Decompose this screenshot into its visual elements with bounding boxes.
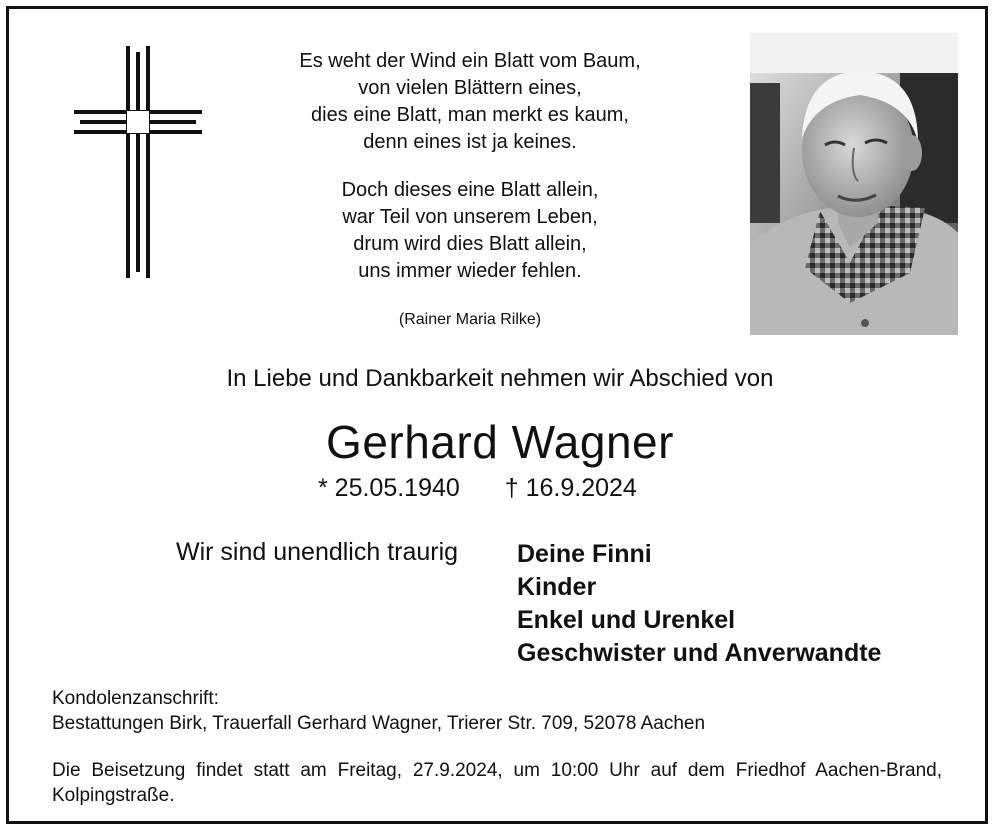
condolence-label: Kondolenzanschrift: <box>52 688 219 709</box>
poem-line: denn eines ist ja keines. <box>363 131 577 153</box>
portrait-photo-elderly-man-icon <box>750 33 958 335</box>
poem-line: drum wird dies Blatt allein, <box>353 233 587 255</box>
poem-line: Doch dieses eine Blatt allein, <box>341 179 599 201</box>
life-dates <box>318 474 637 503</box>
death-date: † 16.9.2024 <box>504 474 637 502</box>
family-member: Kinder <box>517 573 597 601</box>
birth-date: * 25.05.1940 <box>318 474 460 502</box>
poem-line: Es weht der Wind ein Blatt vom Baum, <box>299 50 641 72</box>
poem-line: uns immer wieder fehlen. <box>358 260 582 282</box>
condolence-address: Bestattungen Birk, Trauerfall Gerhard Wagner, Trierer Str. 709, 52078 Aachen <box>52 713 706 734</box>
poem <box>230 48 710 333</box>
deceased-name: Gerhard Wagner <box>326 416 674 468</box>
family-member: Enkel und Urenkel <box>517 606 736 634</box>
family-list <box>517 538 881 670</box>
condolence-address-block <box>52 686 705 736</box>
poem-line: war Teil von unserem Leben, <box>342 206 598 228</box>
family-member: Geschwister und Anverwandte <box>517 639 882 667</box>
poem-stanza-1 <box>230 48 710 156</box>
christian-cross-icon <box>74 46 202 278</box>
poem-author: (Rainer Maria Rilke) <box>398 311 542 328</box>
poem-line: von vielen Blättern eines, <box>358 77 582 99</box>
family-member: Deine Finni <box>517 540 652 568</box>
burial-info: Die Beisetzung findet statt am Freitag, 27.9.2024, um 10:00 Uhr auf dem Friedhof Aachen-Brand, Kolpingstraße. <box>52 760 942 806</box>
mourning-statement: Wir sind unendlich traurig <box>176 538 459 566</box>
poem-stanza-2 <box>230 177 710 285</box>
farewell-intro: In Liebe und Dankbarkeit nehmen wir Abschied von <box>226 365 774 392</box>
poem-line: dies eine Blatt, man merkt es kaum, <box>311 104 629 126</box>
portrait-photo <box>750 33 958 335</box>
